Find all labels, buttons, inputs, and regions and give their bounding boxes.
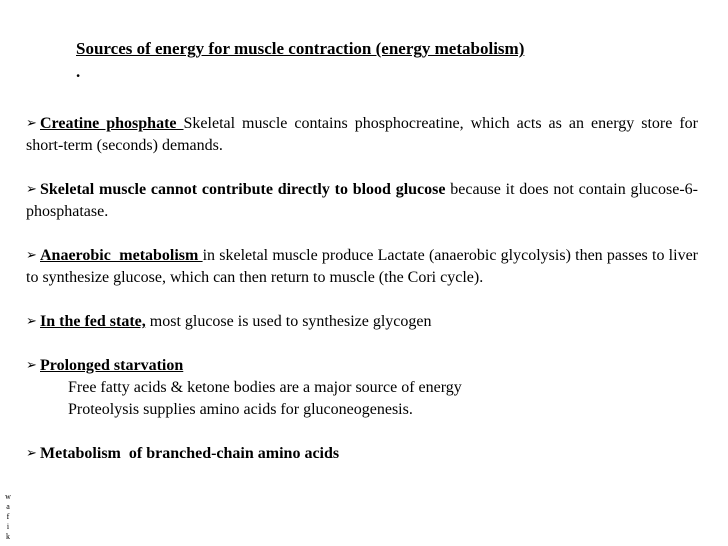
bullet-list xyxy=(26,113,698,487)
arrow-bullet-icon: ➢ xyxy=(26,248,37,263)
bullet-text: Skeletal muscle contains phosphocreatine, which acts as an energy store for short-term (seconds) demands. xyxy=(26,115,699,154)
bullet-fed-state xyxy=(26,311,698,333)
bullet-lead: Creatine phosphate xyxy=(40,115,184,132)
side-letter: f xyxy=(6,512,10,521)
bullet-text: most glucose is used to synthesize glycogen xyxy=(145,313,432,330)
bullet-prolonged-starvation xyxy=(26,355,698,421)
bullet-lead: Skeletal muscle cannot contribute directly to blood glucose xyxy=(40,181,446,198)
sub-line: Proteolysis supplies amino acids for gluconeogenesis. xyxy=(68,401,413,418)
bullet-anaerobic-metabolism xyxy=(26,245,698,289)
bullet-text: because it does not contain glucose-6-phosphatase. xyxy=(26,181,698,220)
arrow-bullet-icon: ➢ xyxy=(26,358,37,373)
arrow-bullet-icon: ➢ xyxy=(26,314,37,329)
bullet-lead: Anaerobic metabolism xyxy=(40,247,203,264)
page-title: Sources of energy for muscle contraction (energy metabolism) xyxy=(76,39,525,58)
bullet-lead: In the fed state, xyxy=(40,313,146,330)
bullet-lead: Prolonged starvation xyxy=(40,357,184,374)
arrow-bullet-icon: ➢ xyxy=(26,182,37,197)
arrow-bullet-icon: ➢ xyxy=(26,116,37,131)
arrow-bullet-icon: ➢ xyxy=(26,446,37,461)
side-letter: i xyxy=(6,522,10,531)
sub-line: Free fatty acids & ketone bodies are a major source of energy xyxy=(68,379,462,396)
title-dot: . xyxy=(76,62,81,81)
bullet-creatine-phosphate xyxy=(26,113,698,157)
bullet-blood-glucose xyxy=(26,179,698,223)
side-watermark-text xyxy=(3,492,13,542)
side-letter: a xyxy=(6,502,10,511)
bullet-lead: Metabolism of branched-chain amino acids xyxy=(40,445,340,462)
bullet-branched-chain xyxy=(26,443,698,465)
side-letter: w xyxy=(5,492,11,501)
bullet-text: in skeletal muscle produce Lactate (anaerobic glycolysis) then passes to liver to synthesize glucose, which can then return to muscle (the Cori cycle). xyxy=(26,247,698,286)
side-letter: k xyxy=(6,532,10,541)
